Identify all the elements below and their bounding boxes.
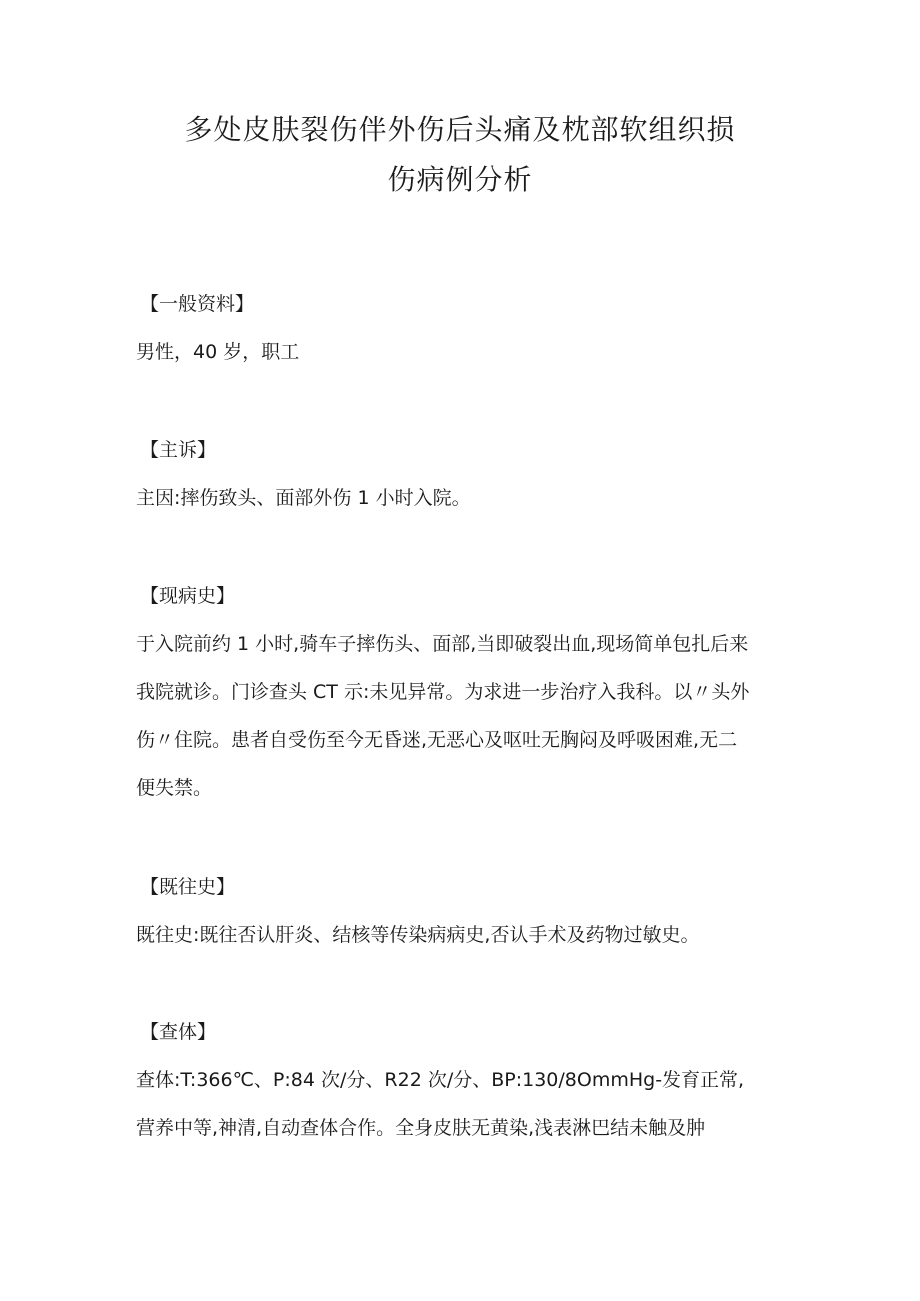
section-heading-present-illness: 【现病史】 — [140, 585, 236, 607]
document-title-line-2: 伤病例分析 — [387, 163, 533, 196]
present-illness-line-3: 伤〃住院。患者自受伤至今无昏迷,无恶心及呕吐无胸闷及呼吸困难,无二 — [136, 729, 738, 751]
section-heading-physical-exam: 【查体】 — [140, 1021, 217, 1043]
physical-exam-line-1: 查体:T:366℃、P:84 次/分、R22 次/分、BP:130/8OmmHg-发育正常, — [136, 1069, 745, 1091]
present-illness-line-1: 于入院前约 1 小时,骑车子摔伤头、面部,当即破裂出血,现场简单包扎后来 — [136, 633, 749, 655]
physical-exam-line-2: 营养中等,神清,自动查体合作。全身皮肤无黄染,浅表淋巴结未触及肿 — [136, 1117, 706, 1139]
section-heading-past-history: 【既往史】 — [140, 876, 236, 898]
section-heading-chief-complaint: 【主诉】 — [140, 439, 217, 461]
section-heading-general-info: 【一般资料】 — [140, 293, 255, 315]
general-info-text: 男性，40 岁，职工 — [136, 341, 300, 363]
past-history-text: 既往史:既往否认肝炎、结核等传染病病史,否认手术及药物过敏史。 — [136, 924, 700, 946]
chief-complaint-text: 主因:摔伤致头、面部外伤 1 小时入院。 — [136, 487, 471, 509]
present-illness-line-4: 便失禁。 — [136, 777, 213, 799]
present-illness-line-2: 我院就诊。门诊查头 CT 示:未见异常。为求进一步治疗入我科。以〃头外 — [136, 681, 750, 703]
document-title-line-1: 多处皮肤裂伤伴外伤后头痛及枕部软组织损 — [184, 113, 736, 146]
